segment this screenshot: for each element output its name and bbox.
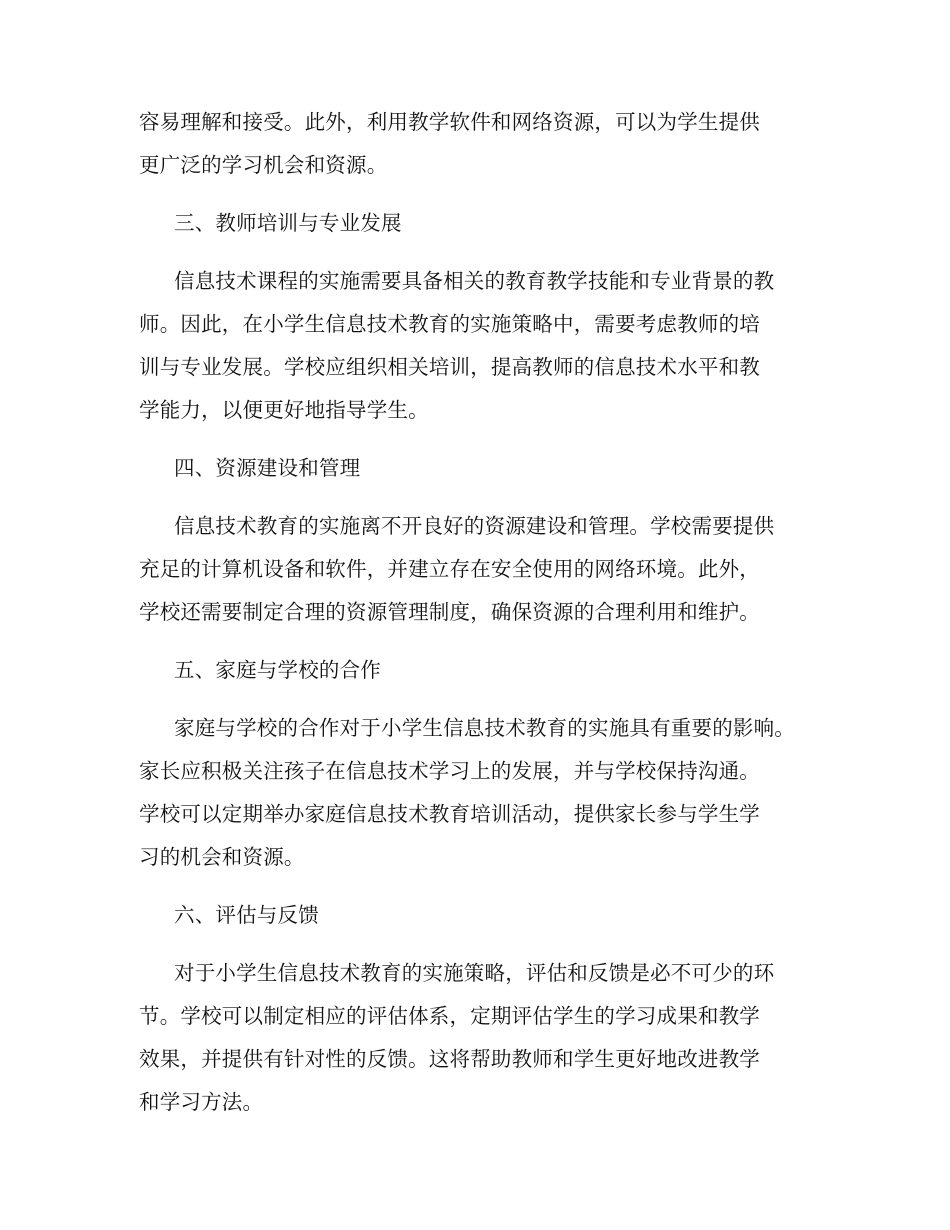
section-heading-3: 三、教师培训与专业发展	[174, 211, 402, 235]
paragraph-line: 对于小学生信息技术教育的实施策略，评估和反馈是必不可少的环	[174, 961, 775, 985]
paragraph-line: 信息技术课程的实施需要具备相关的教育教学技能和专业背景的教	[174, 269, 775, 293]
paragraph-line: 信息技术教育的实施离不开良好的资源建设和管理。学校需要提供	[174, 514, 775, 538]
paragraph-line: 师。因此，在小学生信息技术教育的实施策略中，需要考虑教师的培	[139, 312, 760, 336]
paragraph-line: 习的机会和资源。	[139, 845, 305, 869]
section-heading-5: 五、家庭与学校的合作	[174, 658, 381, 682]
paragraph-line: 节。学校可以制定相应的评估体系，定期评估学生的学习成果和教学	[139, 1004, 760, 1028]
paragraph-line: 学校可以定期举办家庭信息技术教育培训活动，提供家长参与学生学	[139, 802, 760, 826]
paragraph-line: 学校还需要制定合理的资源管理制度，确保资源的合理利用和维护。	[139, 600, 760, 624]
paragraph-line: 充足的计算机设备和软件，并建立存在安全使用的网络环境。此外，	[139, 557, 760, 581]
paragraph-line: 家长应积极关注孩子在信息技术学习上的发展，并与学校保持沟通。	[139, 759, 760, 783]
section-heading-4: 四、资源建设和管理	[174, 456, 361, 480]
paragraph-line: 效果，并提供有针对性的反馈。这将帮助教师和学生更好地改进教学	[139, 1047, 760, 1071]
paragraph-line: 更广泛的学习机会和资源。	[139, 153, 388, 177]
paragraph-line: 家庭与学校的合作对于小学生信息技术教育的实施具有重要的影响。	[174, 716, 795, 740]
section-heading-6: 六、评估与反馈	[174, 903, 319, 927]
paragraph-line: 学能力，以便更好地指导学生。	[139, 398, 429, 422]
paragraph-line: 和学习方法。	[139, 1090, 264, 1114]
paragraph-line: 容易理解和接受。此外，利用教学软件和网络资源，可以为学生提供	[139, 110, 760, 134]
paragraph-line: 训与专业发展。学校应组织相关培训，提高教师的信息技术水平和教	[139, 355, 760, 379]
